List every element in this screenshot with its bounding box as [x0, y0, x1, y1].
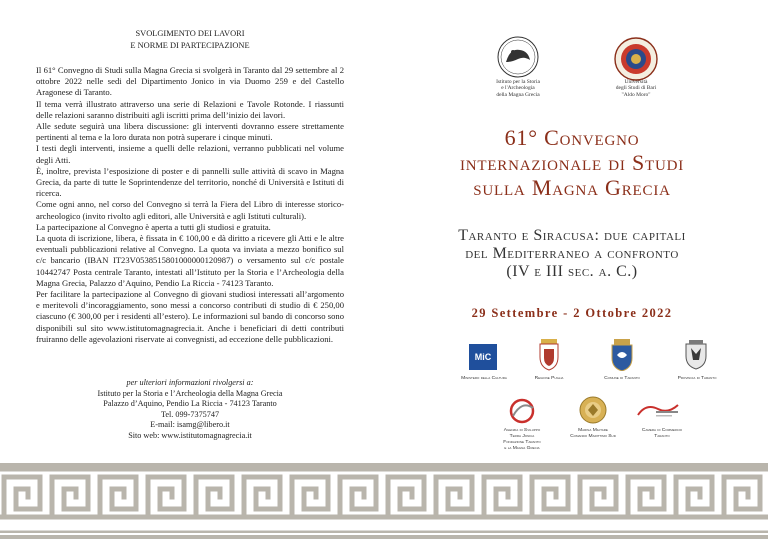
- title-line3: sulla Magna Grecia: [473, 175, 671, 200]
- uniba-logo: [613, 36, 661, 84]
- contact-email[interactable]: E-mail: isamg@libero.it: [150, 420, 230, 430]
- sponsor-mic-label: Ministero della Cultura: [461, 376, 507, 381]
- camera-logo-icon: [636, 401, 680, 424]
- contact-org: Istituto per la Storia e l’Archeologia della Magna Grecia: [97, 388, 283, 398]
- agenzia-label-line3: Fondazione Taranto: [503, 440, 541, 446]
- rules-paragraph: Il 61° Convegno di Studi sulla Magna Grecia si svolgerà in Taranto dal 29 settembre al 2 ottobre 2022 nelle sedi del Dipartimento Jonico in via Duomo 259 e del Castello Aragonese di Taranto.: [36, 65, 344, 98]
- taranto-crest-icon: [610, 339, 634, 376]
- contact-site[interactable]: Sito web: www.istitutomagnagrecia.it: [128, 430, 252, 440]
- title-line1: 61° Convegno: [504, 125, 640, 150]
- rules-paragraph: Il tema verrà illustrato attraverso una serie di Relazioni e Tavole Rotonde. I riassunti delle relazioni saranno distribuiti agli iscritti prima dell’inizio dei lavori.: [36, 98, 344, 120]
- conference-subtitle: [400, 227, 744, 281]
- rules-paragraph: La partecipazione al Convegno è aperta a tutti gli studiosi e gratuita.: [36, 221, 271, 232]
- greek-fret-border: [0, 461, 768, 543]
- uniba-caption-line2: degli Studi di Bari: [615, 85, 657, 92]
- isamg-emblem-icon: [488, 36, 548, 78]
- rules-paragraph: Per facilitare la partecipazione al Convegno di giovani studiosi interessati all’argomento e meritevoli d’incoraggiamento, sono messi a concorso contributi di studio di € 250,00 ciascuno (€ 300,00 per i residenti all’estero). Le informazioni sul bando di concorso sono disponibili sul sito www.istitutomagnagrecia.it. Anche i beneficiari di detti contributi fruiranno delle agevolazioni riservate ai convegnisti, ad eccezione delle pubblicazioni.: [36, 289, 344, 344]
- mic-logo: [469, 344, 497, 370]
- conference-dates: 29 Settembre - 2 Ottobre 2022: [471, 306, 673, 320]
- sponsor-provincia-label: Provincia di Taranto: [677, 376, 717, 381]
- subtitle-line1: Taranto e Siracusa: due capitali: [458, 227, 686, 244]
- rules-panel: [36, 28, 344, 345]
- mic-logo-text: MiC: [474, 352, 492, 362]
- rules-paragraph: Alle sedute seguirà una libera discussione: gli interventi dovranno essere strettamente pertinenti al tema e la loro durata non potrà superare i cinque minuti.: [36, 121, 344, 143]
- rules-paragraph: È, inoltre, prevista l’esposizione di poster e di pannelli sulle attività di scavo in Magna Grecia, da parte di tutte le Soprintendenze del territorio, nonché di Università e Istituti di ricerca.: [36, 165, 344, 199]
- agenzia-label-line2: Terra Jonica: [509, 434, 535, 440]
- agenzia-logo-icon: [505, 398, 539, 429]
- marina-label-line1: Marina Militare: [578, 428, 608, 433]
- contact-block: [36, 378, 344, 442]
- camera-label-line1: Camera di Commercio: [641, 428, 683, 433]
- sponsor-camera-label: [622, 428, 702, 440]
- rules-paragraph: Come ogni anno, nel corso del Convegno si terrà la Fiera del Libro di interesse storico-archeologico (invito rivolto agli editori, alle Università e agli Istituti culturali).: [36, 199, 344, 221]
- agenzia-label-line1: Agenzia di Sviluppo: [503, 428, 541, 433]
- rules-paragraph: I testi degli interventi, insieme a quelli delle relazioni, verranno pubblicati nel volume degli Atti.: [36, 143, 344, 165]
- title-line2: internazionale di Studi: [459, 150, 685, 175]
- uniba-caption-line1: Università: [624, 79, 648, 85]
- isamg-caption-line1: Istituto per la Storia: [496, 79, 540, 85]
- marina-logo-icon: [578, 395, 608, 430]
- subtitle-line3: (IV e III sec. a. C.): [506, 263, 638, 280]
- isamg-caption-line2: e l'Archeologia: [501, 85, 535, 92]
- rules-heading-line2: E NORME DI PARTECIPAZIONE: [130, 41, 250, 50]
- puglia-crest-icon: [538, 339, 560, 376]
- subtitle-line2: del Mediterraneo a confronto: [465, 245, 679, 262]
- sponsor-taranto-label: Comune di Taranto: [604, 376, 640, 381]
- marina-label-line2: Comando Marittimo Sud: [570, 434, 616, 440]
- camera-label-line2: Taranto: [654, 434, 670, 440]
- uniba-caption-line3: "Aldo Moro": [621, 91, 651, 98]
- uniba-caption: [596, 79, 676, 98]
- sponsor-agenzia-label: [482, 428, 562, 452]
- uniba-seal-icon: [613, 36, 659, 82]
- contact-address: Palazzo d’Aquino, Pendio La Riccia - 74123 Taranto: [103, 399, 277, 409]
- agenzia-label-line4: e la Magna Grecia: [504, 446, 540, 452]
- provincia-crest-icon: [684, 340, 708, 375]
- isamg-caption: [478, 79, 558, 98]
- rules-heading: [36, 28, 344, 52]
- conference-title: [400, 125, 744, 200]
- sponsor-puglia-label: Regione Puglia: [534, 376, 564, 381]
- contact-tel: Tel. 099-7375747: [160, 409, 220, 419]
- contact-ask: per ulteriori informazioni rivolgersi a:: [126, 378, 254, 387]
- sponsor-marina-label: [553, 428, 633, 440]
- isamg-caption-line3: della Magna Grecia: [496, 91, 540, 98]
- rules-paragraph: La quota di iscrizione, libera, è fissata in € 100,00 e dà diritto a ricevere gli Atti e le altre eventuali pubblicazioni relative al Convegno. La quota va inviata a mezzo bonifico sul c/c bancario (IBAN IT23V0538515801000000120987) o versamento sul c/c postale 10442747 Posta centrale Taranto, intestati all’Istituto per la Storia e l’Archeologia della Magna Grecia, Palazzo d’Aquino, Pendio La Riccia - 74123 Taranto.: [36, 233, 344, 288]
- rules-heading-line1: SVOLGIMENTO DEI LAVORI: [135, 29, 245, 38]
